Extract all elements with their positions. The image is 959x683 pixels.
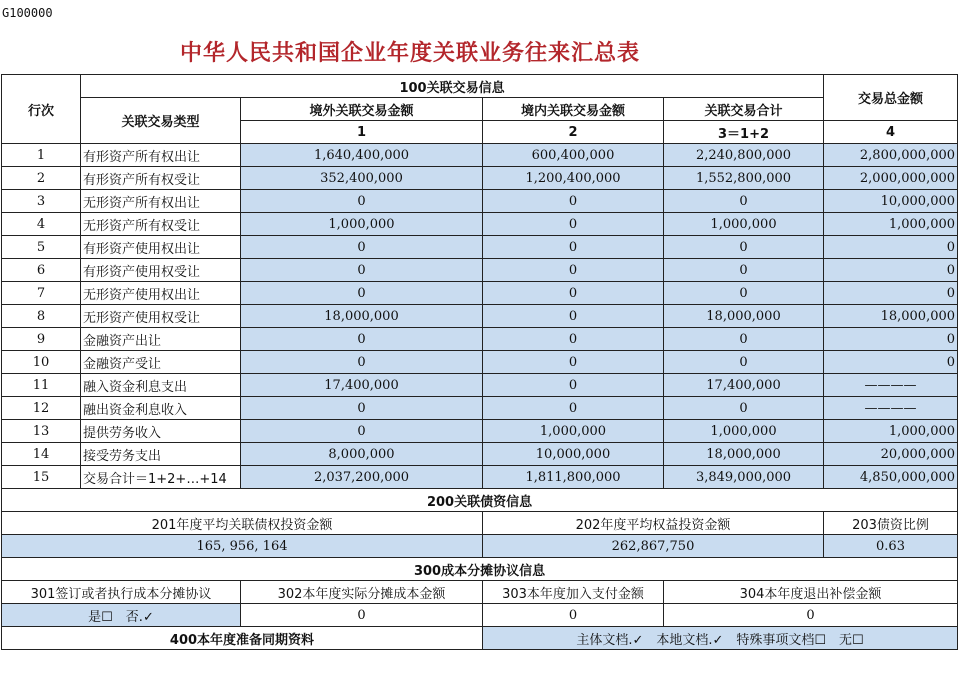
row-type: 接受劳务支出	[81, 443, 241, 466]
row-type: 无形资产所有权受让	[81, 213, 241, 236]
row-total-amount[interactable]: 0	[664, 282, 824, 305]
value-203[interactable]: 0.63	[824, 535, 958, 558]
row-domestic-amount[interactable]: 0	[483, 213, 664, 236]
row-grand-amount[interactable]: ————	[824, 374, 958, 397]
section-400-checkboxes[interactable]: 主体文档.✓ 本地文档.✓ 特殊事项文档☐ 无☐	[483, 627, 958, 650]
row-type: 有形资产使用权出让	[81, 236, 241, 259]
row-number: 9	[2, 328, 81, 351]
row-type: 融出资金利息收入	[81, 397, 241, 420]
row-foreign-amount[interactable]: 0	[241, 328, 483, 351]
row-domestic-amount[interactable]: 1,811,800,000	[483, 466, 664, 489]
row-domestic-amount[interactable]: 0	[483, 328, 664, 351]
col-type-header: 关联交易类型	[81, 98, 241, 144]
row-grand-amount[interactable]: 1,000,000	[824, 213, 958, 236]
row-foreign-amount[interactable]: 17,400,000	[241, 374, 483, 397]
row-type: 无形资产所有权出让	[81, 190, 241, 213]
section-200-header: 200关联债资信息	[2, 489, 958, 512]
row-foreign-amount[interactable]: 2,037,200,000	[241, 466, 483, 489]
table-row	[2, 443, 958, 466]
row-type: 有形资产所有权出让	[81, 144, 241, 167]
col-domestic-header: 境内关联交易金额	[483, 98, 664, 121]
table-row	[2, 374, 958, 397]
row-total-amount[interactable]: 0	[664, 190, 824, 213]
row-total-amount[interactable]: 0	[664, 351, 824, 374]
row-total-amount[interactable]: 18,000,000	[664, 305, 824, 328]
row-foreign-amount[interactable]: 352,400,000	[241, 167, 483, 190]
row-total-amount[interactable]: 1,552,800,000	[664, 167, 824, 190]
row-domestic-amount[interactable]: 0	[483, 282, 664, 305]
value-304[interactable]: 0	[664, 604, 958, 627]
row-number: 1	[2, 144, 81, 167]
row-domestic-amount[interactable]: 0	[483, 351, 664, 374]
row-total-amount[interactable]: 17,400,000	[664, 374, 824, 397]
table-row	[2, 466, 958, 489]
row-number: 8	[2, 305, 81, 328]
row-type: 金融资产受让	[81, 351, 241, 374]
row-total-amount[interactable]: 1,000,000	[664, 213, 824, 236]
col-grand-header: 交易总金额	[824, 75, 958, 121]
row-grand-amount[interactable]: 2,000,000,000	[824, 167, 958, 190]
row-grand-amount[interactable]: ————	[824, 397, 958, 420]
col-foreign-header: 境外关联交易金额	[241, 98, 483, 121]
row-number: 10	[2, 351, 81, 374]
table-row	[2, 213, 958, 236]
summary-table	[1, 74, 958, 650]
row-foreign-amount[interactable]: 0	[241, 397, 483, 420]
row-number: 2	[2, 167, 81, 190]
row-number: 12	[2, 397, 81, 420]
row-number: 6	[2, 259, 81, 282]
table-row	[2, 236, 958, 259]
row-total-amount[interactable]: 0	[664, 397, 824, 420]
label-302: 302本年度实际分摊成本金额	[241, 581, 483, 604]
row-grand-amount[interactable]: 0	[824, 328, 958, 351]
row-grand-amount[interactable]: 0	[824, 236, 958, 259]
table-row	[2, 397, 958, 420]
row-grand-amount[interactable]: 18,000,000	[824, 305, 958, 328]
row-grand-amount[interactable]: 0	[824, 282, 958, 305]
row-domestic-amount[interactable]: 0	[483, 374, 664, 397]
label-303: 303本年度加入支付金额	[483, 581, 664, 604]
label-202: 202年度平均权益投资金额	[483, 512, 824, 535]
row-grand-amount[interactable]: 20,000,000	[824, 443, 958, 466]
row-domestic-amount[interactable]: 0	[483, 190, 664, 213]
row-type: 金融资产出让	[81, 328, 241, 351]
col-foreign-number: 1	[241, 121, 483, 144]
table-row	[2, 144, 958, 167]
row-type: 有形资产使用权受让	[81, 259, 241, 282]
row-foreign-amount[interactable]: 0	[241, 351, 483, 374]
row-number: 3	[2, 190, 81, 213]
row-type: 交易合计＝1+2+…+14	[81, 466, 241, 489]
table-row	[2, 167, 958, 190]
row-grand-amount[interactable]: 0	[824, 351, 958, 374]
table-row	[2, 259, 958, 282]
row-type: 无形资产使用权受让	[81, 305, 241, 328]
row-domestic-amount[interactable]: 600,400,000	[483, 144, 664, 167]
row-grand-amount[interactable]: 4,850,000,000	[824, 466, 958, 489]
section-100-header: 100关联交易信息	[81, 75, 824, 98]
row-type: 提供劳务收入	[81, 420, 241, 443]
table-row	[2, 190, 958, 213]
row-total-amount[interactable]: 0	[664, 236, 824, 259]
row-domestic-amount[interactable]: 1,000,000	[483, 420, 664, 443]
row-number: 13	[2, 420, 81, 443]
label-301: 301签订或者执行成本分摊协议	[2, 581, 241, 604]
row-domestic-amount[interactable]: 0	[483, 259, 664, 282]
page-title: 中华人民共和国企业年度关联业务往来汇总表	[179, 41, 640, 66]
row-domestic-amount[interactable]: 1,200,400,000	[483, 167, 664, 190]
row-domestic-amount[interactable]: 0	[483, 305, 664, 328]
row-type: 无形资产使用权出让	[81, 282, 241, 305]
row-total-amount[interactable]: 3,849,000,000	[664, 466, 824, 489]
value-302[interactable]: 0	[241, 604, 483, 627]
row-total-amount[interactable]: 0	[664, 328, 824, 351]
value-303[interactable]: 0	[483, 604, 664, 627]
section-400-header: 400本年度准备同期资料	[2, 627, 483, 650]
row-grand-amount[interactable]: 0	[824, 259, 958, 282]
table-row	[2, 420, 958, 443]
col-domestic-number: 2	[483, 121, 664, 144]
value-301-checkboxes[interactable]: 是☐ 否.✓	[2, 604, 241, 627]
label-203: 203债资比例	[824, 512, 958, 535]
row-domestic-amount[interactable]: 0	[483, 236, 664, 259]
row-number: 14	[2, 443, 81, 466]
label-201: 201年度平均关联债权投资金额	[2, 512, 483, 535]
row-total-amount[interactable]: 18,000,000	[664, 443, 824, 466]
row-foreign-amount[interactable]: 1,640,400,000	[241, 144, 483, 167]
row-number: 5	[2, 236, 81, 259]
col-grand-number: 4	[824, 121, 958, 144]
row-type: 融入资金利息支出	[81, 374, 241, 397]
row-domestic-amount[interactable]: 10,000,000	[483, 443, 664, 466]
row-foreign-amount[interactable]: 0	[241, 259, 483, 282]
table-row	[2, 328, 958, 351]
table-row	[2, 351, 958, 374]
row-total-amount[interactable]: 0	[664, 259, 824, 282]
row-number: 7	[2, 282, 81, 305]
row-foreign-amount[interactable]: 0	[241, 190, 483, 213]
table-row	[2, 282, 958, 305]
row-grand-amount[interactable]: 2,800,000,000	[824, 144, 958, 167]
row-domestic-amount[interactable]: 0	[483, 397, 664, 420]
row-number: 4	[2, 213, 81, 236]
section-300-header: 300成本分摊协议信息	[2, 558, 958, 581]
value-202[interactable]: 262,867,750	[483, 535, 824, 558]
col-total-number: 3＝1+2	[664, 121, 824, 144]
row-foreign-amount[interactable]: 0	[241, 420, 483, 443]
row-type: 有形资产所有权受让	[81, 167, 241, 190]
row-grand-amount[interactable]: 10,000,000	[824, 190, 958, 213]
row-total-amount[interactable]: 1,000,000	[664, 420, 824, 443]
row-foreign-amount[interactable]: 1,000,000	[241, 213, 483, 236]
row-total-amount[interactable]: 2,240,800,000	[664, 144, 824, 167]
form-code: G100000	[2, 6, 53, 20]
row-foreign-amount[interactable]: 8,000,000	[241, 443, 483, 466]
row-foreign-amount[interactable]: 0	[241, 236, 483, 259]
label-304: 304本年度退出补偿金额	[664, 581, 958, 604]
row-foreign-amount[interactable]: 18,000,000	[241, 305, 483, 328]
row-foreign-amount[interactable]: 0	[241, 282, 483, 305]
row-number: 15	[2, 466, 81, 489]
row-grand-amount[interactable]: 1,000,000	[824, 420, 958, 443]
row-number: 11	[2, 374, 81, 397]
col-total-header: 关联交易合计	[664, 98, 824, 121]
value-201[interactable]: 165, 956, 164	[2, 535, 483, 558]
col-rowno-header: 行次	[2, 75, 81, 144]
table-row	[2, 305, 958, 328]
